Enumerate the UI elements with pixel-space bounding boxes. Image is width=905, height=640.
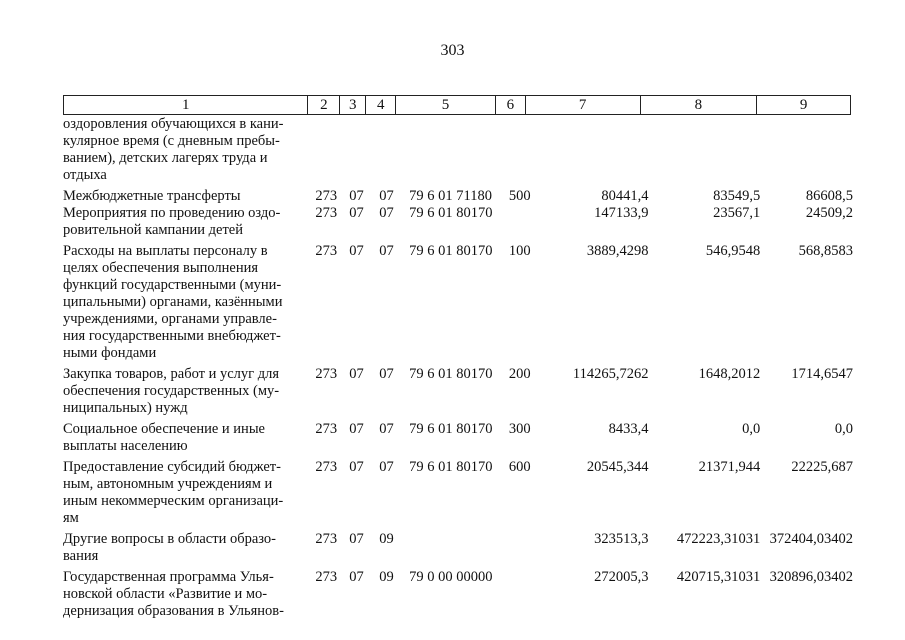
table-header	[63, 95, 851, 115]
cell-amount-7: 147133,9	[594, 205, 649, 221]
header-col-4: 4	[366, 96, 396, 114]
cell-subsection: 07	[379, 243, 394, 259]
row-name: Другие вопросы в области образо- вания	[63, 531, 276, 564]
cell-subsection: 07	[379, 205, 394, 221]
cell-amount-7: 8433,4	[608, 421, 649, 437]
cell-amount-9: 568,8583	[798, 243, 853, 259]
cell-section: 07	[349, 459, 364, 475]
row-name: Мероприятия по проведению оздо- ровительной кампании детей	[63, 205, 281, 238]
row-name: Расходы на выплаты персоналу в целях обеспечения выполнения функций государственными (муни- ципальными) органами, казёнными учреждениями, органами управле- ния государственными внебюджет- ными фондами	[63, 243, 283, 361]
cell-expense-type	[509, 531, 539, 565]
table-row	[63, 243, 853, 362]
header-col-7: 7	[526, 96, 641, 114]
row-name: оздоровления обучающихся в кани- кулярное время (с дневным пребы- ванием), детских лагерях труда и отдыха	[63, 116, 284, 183]
table-row	[63, 569, 853, 620]
cell-amount-8: 1648,2012	[698, 366, 761, 382]
cell-amount-7: 80441,4	[601, 188, 649, 204]
cell-subsection: 07	[379, 366, 394, 382]
cell-amount-9: 22225,687	[791, 459, 853, 475]
cell-ministry: 273	[315, 205, 338, 221]
cell-amount-9: 24509,2	[805, 205, 853, 221]
cell-amount-8: 21371,944	[698, 459, 761, 475]
cell-subsection: 09	[379, 569, 394, 585]
row-name: Государственная программа Улья- новской области «Развитие и мо- дернизация образования в Ульянов-	[63, 569, 284, 619]
cell-ministry: 273	[315, 188, 338, 204]
cell-amount-7: 3889,4298	[586, 243, 649, 259]
table-body	[63, 116, 853, 620]
table-row	[63, 531, 853, 565]
page-number: 303	[440, 42, 465, 59]
cell-target-article: 79 6 01 80170	[409, 205, 493, 221]
cell-target-article: 79 6 01 80170	[409, 459, 493, 475]
cell-amount-8: 472223,31031	[676, 531, 761, 547]
cell-section: 07	[349, 188, 364, 204]
cell-expense-type	[509, 205, 539, 239]
cell-amount-8: 420715,31031	[676, 569, 761, 585]
header-col-5: 5	[396, 96, 496, 114]
cell-ministry: 273	[315, 421, 338, 437]
cell-section: 07	[349, 366, 364, 382]
cell-target-article	[409, 531, 509, 565]
header-col-1: 1	[64, 96, 308, 114]
cell-ministry: 273	[315, 459, 338, 475]
row-name: Закупка товаров, работ и услуг для обеспечения государственных (му- ниципальных) нужд	[63, 366, 280, 416]
cell-subsection: 07	[379, 188, 394, 204]
table-row	[63, 366, 853, 417]
cell-section: 07	[349, 531, 364, 547]
row-name: Социальное обеспечение и иные выплаты населению	[63, 421, 265, 454]
cell-target-article: 79 6 01 71180	[409, 188, 492, 204]
cell-expense-type	[509, 569, 539, 620]
cell-expense-type: 300	[508, 421, 531, 437]
table-row	[63, 116, 853, 184]
header-col-6: 6	[496, 96, 526, 114]
table-row	[63, 459, 853, 527]
cell-section: 07	[349, 421, 364, 437]
cell-ministry: 273	[315, 531, 338, 547]
table-row	[63, 421, 853, 455]
cell-amount-7: 114265,7262	[572, 366, 649, 382]
cell-ministry: 273	[315, 569, 338, 585]
cell-amount-9: 0,0	[834, 421, 853, 437]
cell-amount-9: 372404,03402	[769, 531, 853, 547]
cell-ministry: 273	[315, 243, 338, 259]
row-name: Межбюджетные трансферты	[63, 188, 241, 204]
cell-expense-type: 100	[508, 243, 531, 259]
cell-section: 07	[349, 569, 364, 585]
cell-subsection: 07	[379, 459, 394, 475]
table-row	[63, 188, 853, 205]
cell-amount-8: 23567,1	[713, 205, 761, 221]
cell-amount-7: 323513,3	[594, 531, 649, 547]
cell-expense-type: 200	[508, 366, 531, 382]
cell-amount-8: 0,0	[742, 421, 761, 437]
cell-target-article: 79 6 01 80170	[409, 243, 493, 259]
cell-amount-7: 20545,344	[586, 459, 649, 475]
header-col-8: 8	[641, 96, 758, 114]
cell-target-article: 79 6 01 80170	[409, 366, 493, 382]
cell-subsection: 07	[379, 421, 394, 437]
cell-expense-type: 600	[508, 459, 531, 475]
header-col-9: 9	[799, 97, 808, 113]
cell-amount-9: 86608,5	[805, 188, 853, 204]
cell-section: 07	[349, 243, 364, 259]
cell-target-article: 79 0 00 00000	[409, 569, 493, 585]
cell-target-article: 79 6 01 80170	[409, 421, 493, 437]
cell-subsection: 09	[379, 531, 394, 547]
cell-amount-9: 1714,6547	[791, 366, 853, 382]
header-col-3: 3	[340, 96, 366, 114]
header-col-2: 2	[308, 96, 340, 114]
cell-amount-8: 83549,5	[713, 188, 761, 204]
cell-section: 07	[349, 205, 364, 221]
cell-amount-7: 272005,3	[594, 569, 649, 585]
row-name: Предоставление субсидий бюджет- ным, автономным учреждениям и иным некоммерческим организаци- ям	[63, 459, 284, 526]
cell-expense-type: 500	[508, 188, 531, 204]
cell-amount-8: 546,9548	[705, 243, 761, 259]
cell-ministry: 273	[315, 366, 338, 382]
table-row	[63, 205, 853, 239]
cell-amount-9: 320896,03402	[769, 569, 853, 585]
